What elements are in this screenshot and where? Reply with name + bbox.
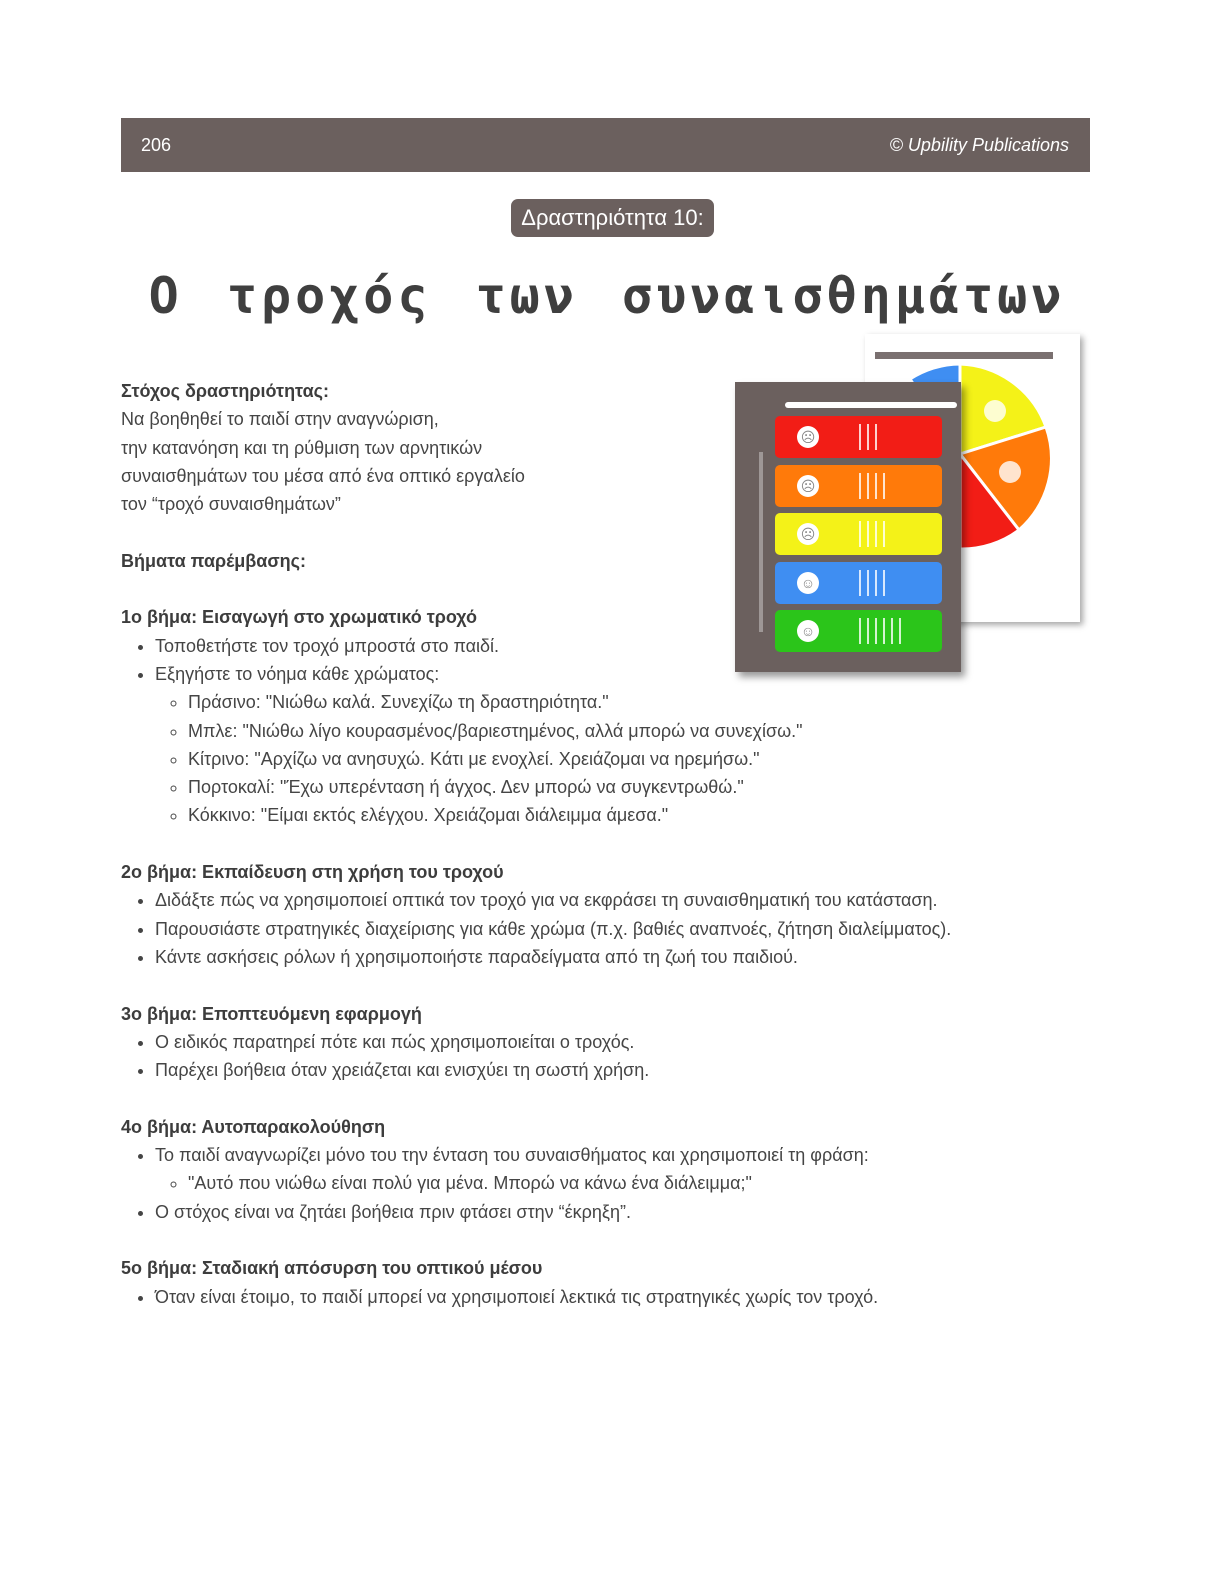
- steps-heading: Βήματα παρέμβασης:: [121, 550, 307, 571]
- step-title: 4ο βήμα: Αυτοπαρακολούθηση: [121, 1116, 386, 1137]
- page-number: 206: [141, 134, 172, 155]
- list-item: • Όταν είναι έτοιμο, το παιδί μπορεί να χρησιμοποιεί λεκτικά τις στρατηγικές χωρίς τον τροχό.: [155, 1283, 1081, 1311]
- phrase-list: [155, 1169, 1081, 1197]
- list-item: • Ο ειδικός παρατηρεί πότε και πώς χρησιμοποιείται ο τροχός.: [155, 1028, 1081, 1056]
- step-title: 1ο βήμα: Εισαγωγή στο χρωματικό τροχό: [121, 607, 477, 628]
- header-bar: [121, 118, 1090, 172]
- list-item: • Τοποθετήστε τον τροχό μπροστά στο παιδί.: [155, 632, 1081, 660]
- color-meaning-list: [155, 688, 1081, 829]
- goal-line: συναισθημάτων του μέσα από ένα οπτικό εργαλείο: [121, 465, 525, 486]
- step-bullet-list: [121, 1028, 1081, 1085]
- list-item: • Παρέχει βοήθεια όταν χρειάζεται και ενισχύει τη σωστή χρήση.: [155, 1056, 1081, 1084]
- face-icon: ☹: [797, 475, 819, 497]
- goal-line: Να βοηθηθεί το παιδί στην αναγνώριση,: [121, 409, 439, 430]
- face-icon: ☹: [797, 523, 819, 545]
- activity-label: Δραστηριότητα 10:: [511, 199, 714, 237]
- goal-heading: Στόχος δραστηριότητας:: [121, 381, 330, 401]
- step-title: 2ο βήμα: Εκπαίδευση στη χρήση του τροχού: [121, 862, 504, 883]
- list-item: • Κάντε ασκήσεις ρόλων ή χρησιμοποιήστε παραδείγματα από τη ζωή του παιδιού.: [155, 943, 1081, 971]
- activity-content: [121, 377, 1081, 1311]
- list-item: ◦ "Αυτό που νιώθω είναι πολύ για μένα. Μπορώ να κάνω ένα διάλειμμα;": [188, 1169, 1081, 1197]
- list-item: ◦ Πράσινο: "Νιώθω καλά. Συνεχίζω τη δραστηριότητα.": [188, 688, 1081, 716]
- list-item: • Παρουσιάστε στρατηγικές διαχείρισης για κάθε χρώμα (π.χ. βαθιές αναπνοές, ζήτηση διαλείμματος).: [155, 915, 1081, 943]
- step-bullet-list: [121, 1283, 1081, 1311]
- page-title: Ο τροχός των συναισθημάτων: [148, 267, 1066, 325]
- list-item: • Το παιδί αναγνωρίζει μόνο του την ένταση του συναισθήματος και χρησιμοποιεί τη φράση: ◦ "Αυτό που νιώθω είναι πολύ για μένα. Μπορώ να κάνω ένα διάλειμμα;": [155, 1141, 1081, 1198]
- face-icon: ☺: [797, 572, 819, 594]
- step-bullet-list: [121, 886, 1081, 971]
- step-title: 3ο βήμα: Εποπτευόμενη εφαρμογή: [121, 1003, 422, 1024]
- step-title: 5ο βήμα: Σταδιακή απόσυρση του οπτικού μέσου: [121, 1258, 543, 1279]
- face-icon: ☺: [797, 620, 819, 642]
- publisher-name: © Upbility Publications: [889, 134, 1069, 155]
- list-item: ◦ Μπλε: "Νιώθω λίγο κουρασμένος/βαριεστημένος, αλλά μπορώ να συνεχίσω.": [188, 717, 1081, 745]
- list-item: ◦ Κίτρινο: "Αρχίζω να ανησυχώ. Κάτι με ενοχλεί. Χρειάζομαι να ηρεμήσω.": [188, 745, 1081, 773]
- step-bullet-list: [121, 632, 1081, 830]
- list-item: ◦ Κόκκινο: "Είμαι εκτός ελέγχου. Χρειάζομαι διάλειμμα άμεσα.": [188, 801, 1081, 829]
- list-item: • Εξηγήστε το νόημα κάθε χρώματος: ◦ Πράσινο: "Νιώθω καλά. Συνεχίζω τη δραστηριότητα." ◦ Μπλε: "Νιώθω λίγο κουρασμένος/βαριεστημένος, αλλά μπορώ να συνεχίσω." ◦ Κίτρινο: "Αρχίζω να ανησυχώ. Κάτι με ενοχλεί. Χρειάζομαι να ηρεμήσω." ◦ Πορτοκαλί: "Έχω υπερένταση ή άγχος. Δεν μπορώ να συγκεντρωθώ." ◦ Κόκκινο: "Είμαι εκτός ελέγχου. Χρειάζομαι διάλειμμα άμεσα.": [155, 660, 1081, 830]
- goal-line: την κατανόηση και τη ρύθμιση των αρνητικών: [121, 437, 483, 458]
- list-item: • Διδάξτε πώς να χρησιμοποιεί οπτικά τον τροχό για να εκφράσει τη συναισθηματική του κατάσταση.: [155, 886, 1081, 914]
- goal-line: τον “τροχό συναισθημάτων”: [121, 494, 341, 515]
- face-icon: ☹: [797, 426, 819, 448]
- list-item: • Ο στόχος είναι να ζητάει βοήθεια πριν φτάσει στην “έκρηξη”.: [155, 1198, 1081, 1226]
- step-bullet-list: [121, 1141, 1081, 1226]
- list-item: ◦ Πορτοκαλί: "Έχω υπερένταση ή άγχος. Δεν μπορώ να συγκεντρωθώ.": [188, 773, 1081, 801]
